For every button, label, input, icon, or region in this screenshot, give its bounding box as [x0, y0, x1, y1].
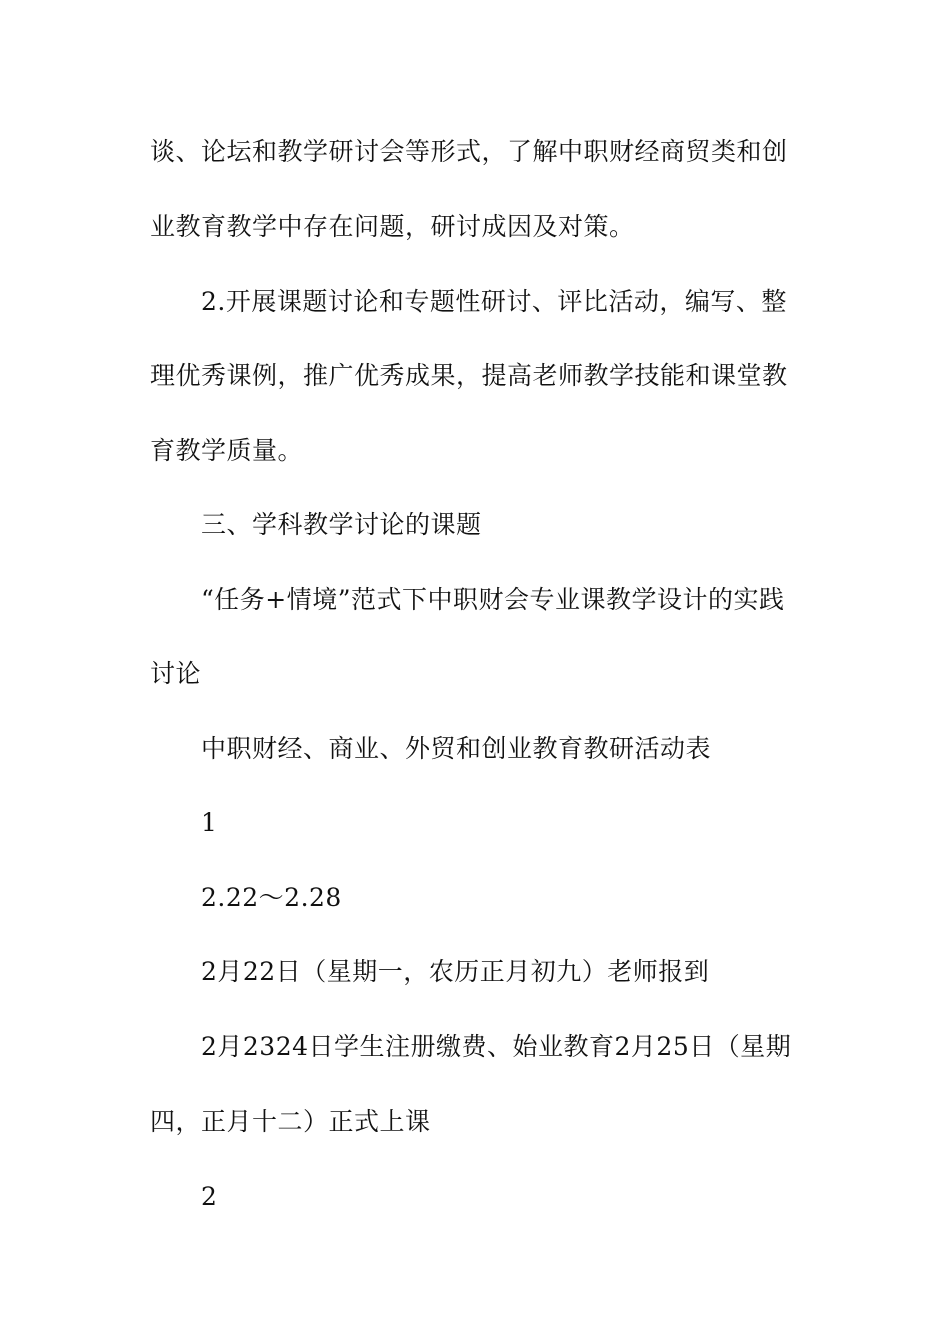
- paragraph-line-2: 业教育教学中存在问题，研讨成因及对策。: [150, 212, 635, 241]
- week-number-2: 2: [201, 1182, 218, 1211]
- paragraph-line-5: 育教学质量。: [150, 436, 304, 465]
- table-title: 中职财经、商业、外贸和创业教育教研活动表: [201, 734, 712, 763]
- paragraph-line-1: 谈、论坛和教学研讨会等形式，了解中职财经商贸类和创: [150, 137, 788, 166]
- date-range: 2.22～2.28: [201, 883, 342, 912]
- paragraph-line-3: 2.开展课题讨论和专题性研讨、评比活动，编写、整: [201, 287, 787, 316]
- section-heading: 三、学科教学讨论的课题: [201, 510, 482, 539]
- topic-title-line-2: 讨论: [150, 659, 202, 688]
- schedule-item-2-line-1: 2月2324日学生注册缴费、始业教育2月25日（星期: [201, 1032, 792, 1061]
- paragraph-line-4: 理优秀课例，推广优秀成果，提高老师教学技能和课堂教: [150, 361, 788, 390]
- schedule-item-2-line-2: 四，正月十二）正式上课: [150, 1107, 431, 1136]
- topic-title-line-1: “任务+情境”范式下中职财会专业课教学设计的实践: [201, 585, 785, 614]
- week-number-1: 1: [201, 808, 218, 837]
- schedule-item-1: 2月22日（星期一，农历正月初九）老师报到: [201, 957, 710, 986]
